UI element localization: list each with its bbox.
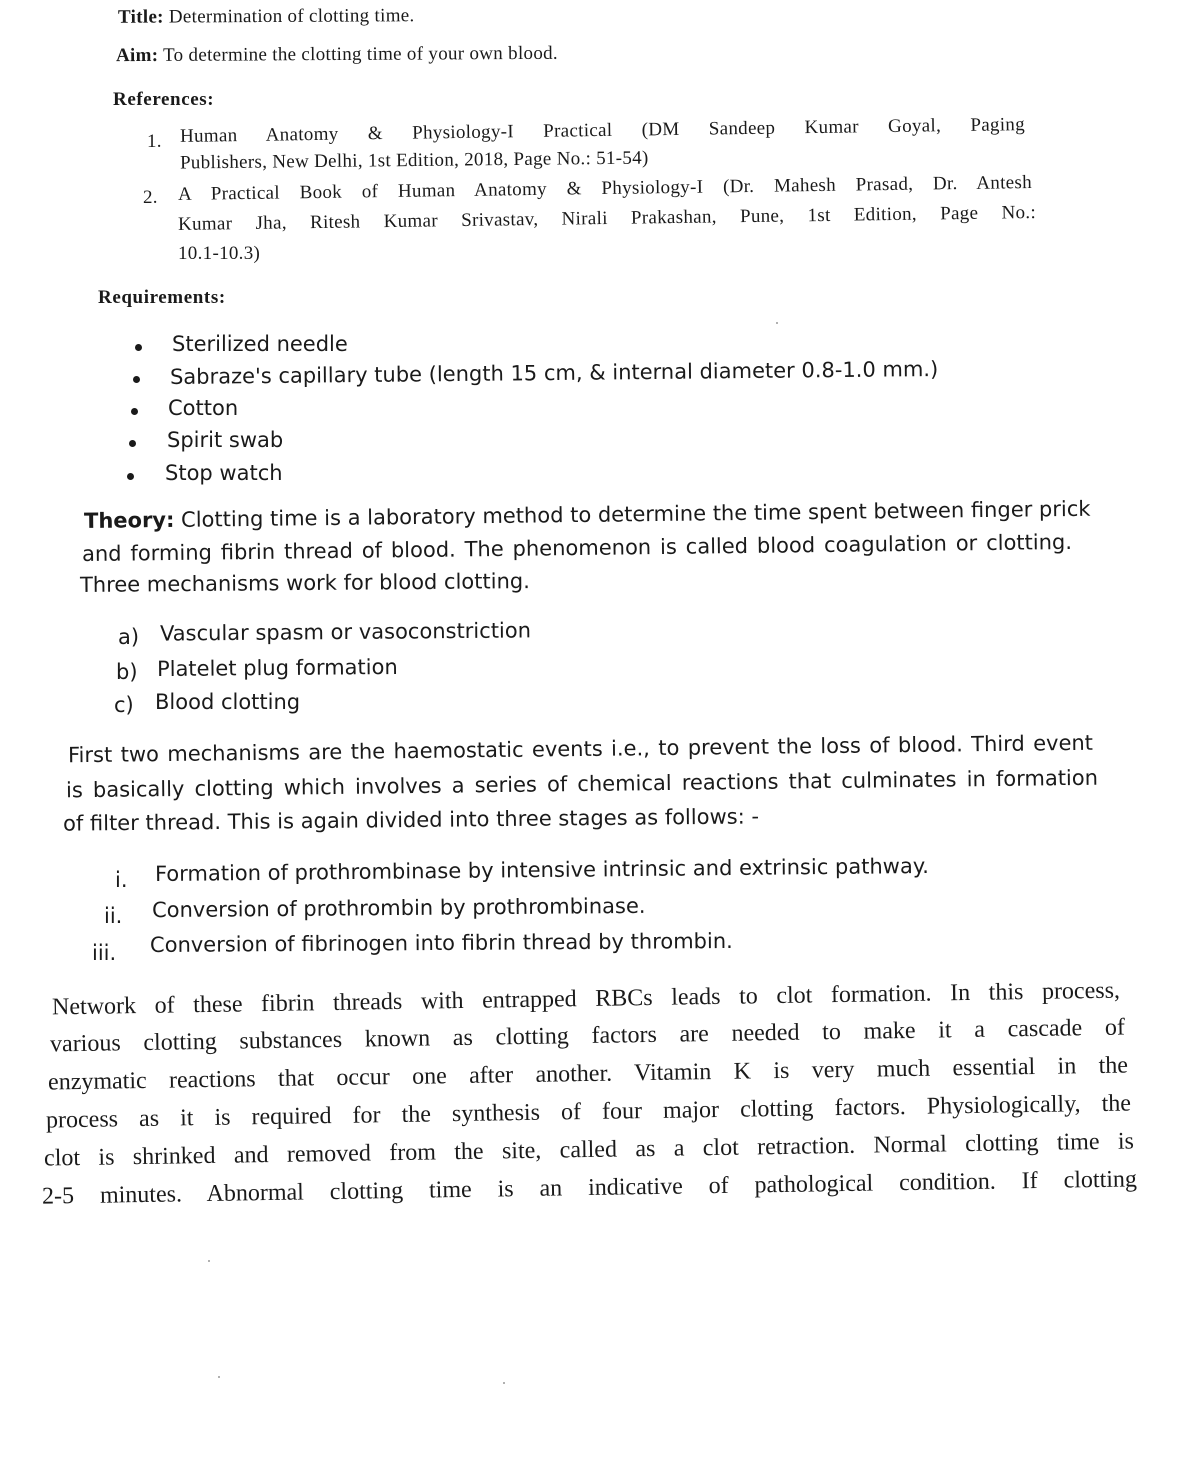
aim-label: Aim: [115, 44, 159, 67]
reference-2-line-2: Kumar Jha, Ritesh Kumar Srivastav, Nirali Prakashan, Pune, 1st Edition, Page No.: [177, 202, 1037, 235]
network-line-4: process as it is required for the synthesis of four major clotting factors. Physiologically, the [45, 1090, 1132, 1134]
aim-text: To determine the clotting time of your own blood. [163, 42, 559, 66]
title-line [118, 5, 415, 29]
bullet-icon [131, 408, 138, 415]
bullet-icon [135, 344, 142, 351]
events-line-1: First two mechanisms are the haemostatic events i.e., to prevent the loss of blood. Third event [67, 730, 1094, 768]
requirement-item: Cotton [168, 396, 239, 420]
stage-marker: i. [115, 868, 128, 892]
bullet-icon [127, 473, 134, 480]
reference-2-marker: 2. [143, 187, 158, 208]
network-line-5: clot is shrinked and removed from the site, called as a clot retraction. Normal clotting time is [43, 1128, 1135, 1172]
mechanism-item: Vascular spasm or vasoconstriction [159, 618, 532, 646]
stage-item: Conversion of fibrinogen into fibrin thread by thrombin. [149, 928, 733, 958]
stage-item: Conversion of prothrombin by prothrombinase. [151, 893, 646, 923]
events-line-2: is basically clotting which involves a series of chemical reactions that culminates in formation [65, 765, 1099, 803]
requirement-item: Sterilized needle [172, 332, 348, 356]
network-line-3: enzymatic reactions that occur one after another. Vitamin K is very much essential in the [47, 1052, 1129, 1096]
aim-line [116, 43, 558, 67]
bullet-icon [129, 440, 136, 447]
scan-speck [503, 1382, 505, 1384]
stage-marker: iii. [92, 941, 117, 965]
scan-speck [776, 322, 778, 324]
reference-1-line-2-text: Publishers, New Delhi, 1st Edition, 2018, Page No.: 51-54) [179, 147, 649, 174]
requirement-item: Stop watch [165, 461, 283, 485]
theory-line-2: and forming fibrin thread of blood. The phenomenon is called blood coagulation or clotting. [81, 529, 1073, 567]
reference-1-marker: 1. [147, 131, 162, 152]
scan-speck [218, 1376, 220, 1378]
mechanism-marker: c) [114, 693, 134, 717]
theory-line-3: Three mechanisms work for blood clotting. [79, 569, 530, 597]
title-label: Title: [117, 6, 164, 28]
reference-1-line-2 [180, 148, 649, 175]
bullet-icon [133, 376, 140, 383]
events-line-3: of filter thread. This is again divided into three stages as follows: - [62, 804, 760, 836]
network-line-6: 2-5 minutes. Abnormal clotting time is an indicative of pathological condition. If clotting [41, 1166, 1138, 1210]
requirement-item: Spirit swab [167, 428, 284, 452]
requirement-item: Sabraze's capillary tube (length 15 cm, & internal diameter 0.8-1.0 mm.) [169, 356, 939, 390]
theory-label: Theory: [83, 507, 175, 534]
mechanism-item: Platelet plug formation [156, 654, 398, 682]
mechanism-item: Blood clotting [155, 690, 301, 714]
reference-2-line-3: 10.1-10.3) [178, 243, 261, 264]
network-line-1: Network of these fibrin threads with entrapped RBCs leads to clot formation. In this process, [51, 977, 1121, 1021]
reference-1-line-1: Human Anatomy & Physiology-I Practical (DM Sandeep Kumar Goyal, Paging [179, 114, 1026, 147]
mechanism-marker: a) [118, 625, 140, 649]
mechanism-marker: b) [116, 660, 138, 684]
network-line-2: various clotting substances known as clotting factors are needed to make it a cascade of [49, 1014, 1126, 1058]
scan-speck [208, 1260, 210, 1262]
theory-line-1 [83, 496, 1091, 534]
reference-2-line-1: A Practical Book of Human Anatomy & Physiology-I (Dr. Mahesh Prasad, Dr. Antesh [177, 172, 1033, 205]
requirements-heading: Requirements: [98, 287, 226, 308]
references-heading: References: [113, 89, 215, 110]
title-text: Determination of clotting time. [168, 5, 415, 28]
theory-line-1-text: Clotting time is a laboratory method to determine the time spent between finger prick [174, 496, 1091, 532]
stage-item: Formation of prothrombinase by intensive intrinsic and extrinsic pathway. [154, 853, 930, 887]
stage-marker: ii. [104, 904, 123, 928]
